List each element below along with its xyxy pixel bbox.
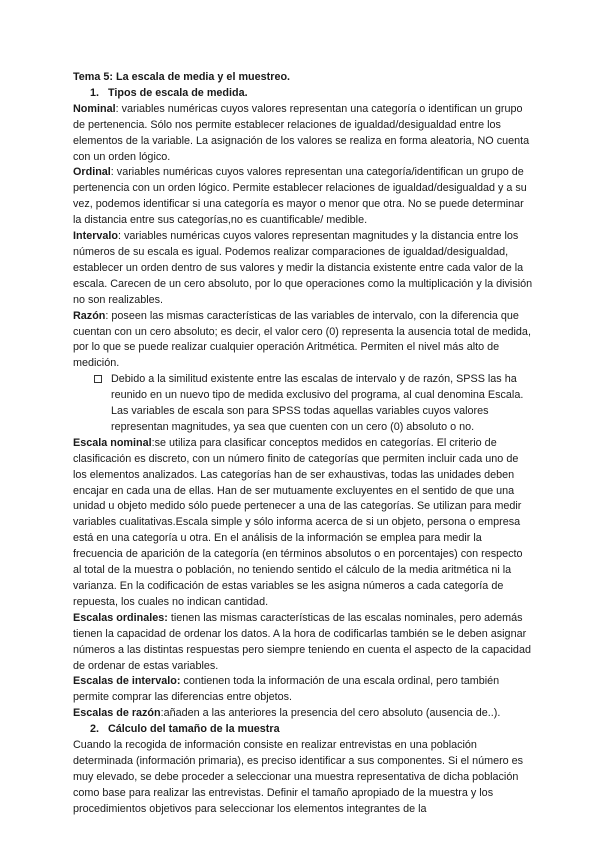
text-intervalo: : variables numéricas cuyos valores representan magnitudes y la distancia entre los números de su escala es igual. Podemos realizar comparaciones de igualdad/desigualdad, establecer un orden dentro de sus valores y medir la distancia existente entre cada valor de la escala. Carecen de un cero absoluto, por lo que operaciones como la multiplicación y la división no son realizables. xyxy=(73,230,533,306)
term-escalas-ordinales: Escalas ordinales: xyxy=(73,611,168,624)
section-title: Cálculo del tamaño de la muestra xyxy=(108,723,280,736)
section-number: 1. xyxy=(90,86,100,99)
paragraph-razon xyxy=(73,309,533,373)
paragraph-nominal xyxy=(73,102,533,166)
section-title: Tipos de escala de medida. xyxy=(108,86,248,99)
paragraph-escala-nominal xyxy=(73,436,533,611)
term-razon: Razón xyxy=(73,309,106,322)
text-escalas-razon: :añaden a las anteriores la presencia del cero absoluto (ausencia de..). xyxy=(160,707,501,720)
section-heading-1 xyxy=(73,86,533,102)
section-heading-2 xyxy=(73,722,533,738)
checkbox-bullet-icon xyxy=(94,375,102,383)
paragraph-intervalo xyxy=(73,229,533,309)
document-title: Tema 5: La escala de media y el muestreo. xyxy=(73,71,291,83)
text-razon: : poseen las mismas características de las variables de intervalo, con la diferencia que cuentan con un cero absoluto; es decir, el valor cero (0) representa la ausencia total de medida, por lo que se puede realizar cualquier operación Aritmética. Permiten el nivel más alto de medición. xyxy=(73,309,531,370)
text-ordinal: : variables numéricas cuyos valores representan una categoría/identifican un grupo de pertenencia con un orden lógico. Permite establecer relaciones de igualdad/desigualdad y a su vez, podemos identificar si una categoría es mayor o menor que otra. No se puede determinar la distancia entre sus categorías,no es cuantificable/ medible. xyxy=(73,166,527,227)
term-escalas-intervalo: Escalas de intervalo: xyxy=(73,675,181,688)
paragraph-muestra: Cuando la recogida de información consiste en realizar entrevistas en una población determinada (información primaria), es preciso identificar a sus componentes. Si el número es muy elevado, se debe proceder a seleccionar una muestra representativa de dicha población como base para realizar las entrevistas. Definir el tamaño apropiado de la muestra y los procedimientos objetivos para seleccionar los elementos integrantes de la xyxy=(73,739,524,815)
paragraph-escalas-ordinales xyxy=(73,611,533,675)
term-nominal: Nominal xyxy=(73,102,116,115)
paragraph-escalas-razon xyxy=(73,706,533,722)
term-intervalo: Intervalo xyxy=(73,230,119,243)
bullet-text: Debido a la similitud existente entre las escalas de intervalo y de razón, SPSS las ha reunido en un nuevo tipo de medida exclusivo del programa, al cual denomina Escala. Las variables de escala son para SPSS todas aquellas variables cuyos valores representan magnitudes, ya sea que cuenten con un cero (0) absoluto o no. xyxy=(111,373,524,433)
text-escalas-intervalo: contienen toda la información de una escala ordinal, pero también permite comprar las diferencias entre objetos. xyxy=(73,675,500,704)
bullet-item xyxy=(73,372,533,436)
section-number: 2. xyxy=(90,723,100,736)
term-ordinal: Ordinal xyxy=(73,166,111,179)
paragraph-escalas-intervalo xyxy=(73,674,533,706)
text-escalas-ordinales: tienen las mismas características de las escalas nominales, pero además tienen la capacidad de ordenar los datos. A la hora de codificarlas también se le deben asignar números a las distintas respuestas pero siempre teniendo en cuenta el aspecto de la capacidad de ordenar de estas variables. xyxy=(73,611,531,672)
term-escalas-razon: Escalas de razón xyxy=(73,707,161,720)
text-nominal: : variables numéricas cuyos valores representan una categoría o identifican un grupo de pertenencia. Sólo nos permite establecer relaciones de igualdad/desigualdad entre los elementos de la variable. La asignación de los valores se realiza en forma aleatoria, NO cuenta con un orden lógico. xyxy=(73,102,530,163)
text-escala-nominal: :se utiliza para clasificar conceptos medidos en categorías. El criterio de clasificación es discreto, con un número finito de categorías que permiten incluir cada uno de los elementos analizados. Las categorías han de ser exhaustivas, todas las unidades deben encajar en cada una de ellas. Han de ser mutuamente excluyentes en el sentido de que una unidad u objeto medido sólo puede pertenecer a una de las categorías. Se utilizan para medir variables cualitativas.Escala simple y sólo informa acerca de si un objeto, persona o empresa está en una categoría u otra. En el análisis de la información se emplea para medir la frecuencia de aparición de la categoría (en términos absolutos o en porcentajes) con respecto al total de la muestra o población, no teniendo sentido el cálculo de la media aritmética ni la varianza. En la codificación de estas variables se les asigna números a cada categoría de repuesta, los cuales no indican cantidad. xyxy=(73,436,523,608)
term-escala-nominal: Escala nominal xyxy=(73,436,152,449)
paragraph-ordinal xyxy=(73,165,533,229)
document-body xyxy=(73,70,533,818)
